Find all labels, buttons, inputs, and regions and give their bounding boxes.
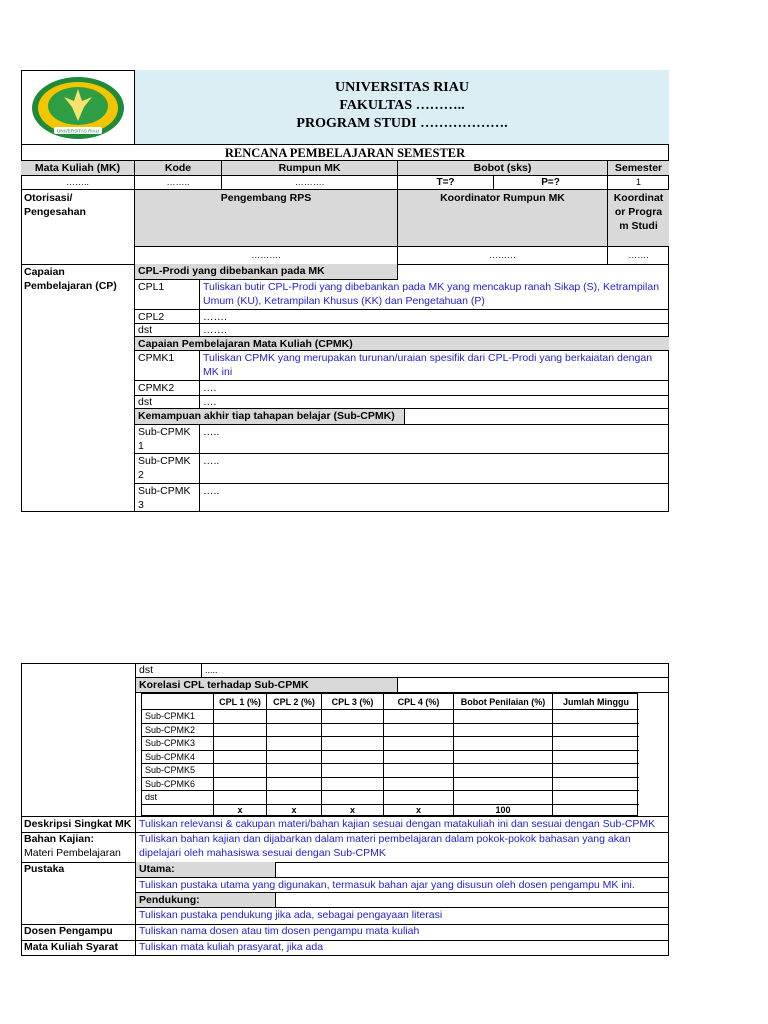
cpl-text: …….: [200, 310, 669, 324]
matrix-row-label: Sub-CPMK5: [142, 764, 214, 778]
sub-cpmk-text: …..: [203, 485, 220, 497]
koordinator-prodi: Koordinator Program Studi: [608, 190, 669, 247]
matrix-cell: [214, 710, 267, 724]
cpmk-code: dst: [135, 396, 200, 409]
sig-koordinator-prodi: …….: [628, 250, 649, 260]
matrix-cell: [454, 724, 553, 738]
cpmk-text: ….: [200, 396, 669, 409]
matrix-cell: [553, 764, 639, 778]
koordinator-rumpun: Koordinator Rumpun MK: [398, 190, 608, 247]
matrix-cell: [384, 751, 454, 765]
deskripsi-text: Tuliskan relevansi & cakupan materi/bahan kajian sesuai dengan matakuliah ini dan sesuai dengan Sub-CPMK: [139, 818, 656, 830]
matrix-cell: [384, 778, 454, 792]
matrix-cell: [454, 791, 553, 805]
matrix-cell: [384, 764, 454, 778]
matrix-cell: [267, 724, 322, 738]
matrix-col-header: CPL 2 (%): [267, 694, 322, 710]
cpmk-header: Capaian Pembelajaran Mata Kuliah (CPMK): [135, 337, 669, 351]
university-header: [135, 70, 669, 145]
matrix-total-cell: 100: [454, 805, 553, 816]
matrix-col-header: CPL 1 (%): [214, 694, 267, 710]
matrix-cell: [553, 791, 639, 805]
korelasi-header-rest: [398, 678, 669, 693]
matrix-cell: [322, 764, 384, 778]
logo-cell: [21, 70, 135, 145]
page2-left-col: [21, 663, 136, 816]
cpl-text: …….: [200, 324, 669, 337]
matrix-corner: [142, 694, 214, 710]
val-rumpun: ……….: [222, 176, 398, 190]
matrix-total-cell: x: [267, 805, 322, 816]
matrix-cell: [384, 710, 454, 724]
utama-label-rest: [276, 862, 669, 878]
dosen-label: Dosen Pengampu: [21, 924, 136, 940]
matrix-cell: [267, 737, 322, 751]
matrix-cell: [454, 710, 553, 724]
logo-banner-text: UNIVERSITAS RIAU: [57, 128, 99, 134]
utama-label: Utama:: [136, 862, 276, 878]
matrix-cell: [454, 778, 553, 792]
matrix-col-header: Jumlah Minggu: [553, 694, 639, 710]
rps-title: RENCANA PEMBELAJARAN SEMESTER: [21, 145, 669, 161]
matrix-cell: [454, 764, 553, 778]
cpl-code: CPL2: [135, 310, 200, 324]
korelasi-header: Korelasi CPL terhadap Sub-CPMK: [136, 678, 398, 693]
matrix-cell: [384, 791, 454, 805]
cpl-code: dst: [135, 324, 200, 337]
cpl-header: CPL-Prodi yang dibebankan pada MK: [135, 264, 398, 280]
matrix-total-cell: x: [214, 805, 267, 816]
matrix-cell: [214, 791, 267, 805]
matrix-cell: [384, 737, 454, 751]
matrix-total-label: [142, 805, 214, 816]
sig-koordinator-rumpun: ………: [398, 247, 608, 264]
pendukung-label-rest: [276, 893, 669, 908]
cpl-code: CPL1: [135, 280, 200, 310]
pengembang-rps: Pengembang RPS: [135, 190, 398, 247]
p2-dst-code: dst: [136, 663, 202, 678]
korelasi-matrix: [141, 693, 638, 816]
utama-text: Tuliskan pustaka utama yang digunakan, termasuk bahan ajar yang disusun oleh dosen pengampu MK ini.: [136, 878, 669, 893]
matrix-cell: [384, 724, 454, 738]
otorisasi-label: Otorisasi/ Pengesahan: [21, 190, 135, 264]
col-mk: Mata Kuliah (MK): [21, 161, 135, 176]
matrix-cell: [553, 724, 639, 738]
sub-cpmk-text: …..: [200, 454, 669, 484]
cp-label: Capaian Pembelajaran (CP): [21, 264, 135, 512]
matrix-row-label: Sub-CPMK1: [142, 710, 214, 724]
matrix-cell: [267, 778, 322, 792]
matrix-cell: [214, 778, 267, 792]
val-kode: ……..: [135, 176, 222, 190]
university-name: UNIVERSITAS RIAU: [335, 80, 469, 95]
sub-cpmk-header-rest: [405, 409, 669, 425]
deskripsi-label: Deskripsi Singkat MK: [21, 816, 136, 833]
matrix-cell: [267, 751, 322, 765]
col-bobot: Bobot (sks): [398, 161, 608, 176]
pendukung-text: Tuliskan pustaka pendukung jika ada, sebagai pengayaan literasi: [139, 909, 443, 921]
col-semester: Semester: [608, 161, 669, 176]
matrix-cell: [454, 751, 553, 765]
matrix-cell: [322, 778, 384, 792]
university-logo: [30, 75, 126, 141]
cpmk-code: CPMK2: [135, 381, 200, 396]
p2-dst-text: .....: [202, 663, 669, 678]
matrix-cell: [214, 724, 267, 738]
pendukung-label: Pendukung:: [136, 893, 276, 908]
program-name: PROGRAM STUDI ……………….: [296, 116, 508, 131]
val-p: P=?: [494, 176, 608, 190]
val-semester: 1: [608, 176, 669, 190]
bahan-label-cell: [21, 832, 136, 862]
sub-cpmk-code: Sub-CPMK1: [135, 425, 200, 454]
matrix-cell: [322, 791, 384, 805]
matrix-cell: [553, 710, 639, 724]
matrix-cell: [322, 737, 384, 751]
sub-cpmk-code: Sub-CPMK2: [135, 454, 200, 484]
matrix-col-header: CPL 3 (%): [322, 694, 384, 710]
dosen-text: Tuliskan nama dosen atau tim dosen pengampu mata kuliah: [139, 925, 420, 937]
sub-cpmk-code: Sub-CPMK3: [135, 484, 200, 512]
sig-pengembang: ……….: [135, 247, 398, 264]
matrix-cell: [322, 751, 384, 765]
cpmk-text: ….: [200, 381, 669, 396]
pustaka-label: Pustaka: [21, 862, 136, 924]
matrix-row-label: Sub-CPMK3: [142, 737, 214, 751]
matrix-cell: [267, 710, 322, 724]
syarat-text: Tuliskan mata kuliah prasyarat, jika ada: [139, 941, 324, 953]
col-rumpun: Rumpun MK: [222, 161, 398, 176]
matrix-cell: [214, 737, 267, 751]
matrix-cell: [214, 764, 267, 778]
bahan-text: Tuliskan bahan kajian dan dijabarkan dalam materi pembelajaran dalam pokok-pokok bahasan yang akan dipelajari oleh mahasiswa sesuai dengan Sub-CPMK: [139, 833, 631, 859]
bahan-sub: Materi Pembelajaran: [24, 847, 121, 859]
matrix-row-label: dst: [142, 791, 214, 805]
matrix-cell: [267, 791, 322, 805]
matrix-cell: [553, 737, 639, 751]
matrix-total-cell: [553, 805, 639, 816]
syarat-label: Mata Kuliah Syarat: [21, 940, 136, 956]
matrix-row-label: Sub-CPMK2: [142, 724, 214, 738]
faculty-name: FAKULTAS ………..: [339, 98, 465, 113]
matrix-cell: [553, 751, 639, 765]
cpmk-text: Tuliskan CPMK yang merupakan turunan/uraian spesifik dari CPL-Prodi yang berkaiatan dengan MK ini: [200, 351, 669, 381]
bahan-label: Bahan Kajian:: [24, 833, 95, 845]
matrix-cell: [454, 737, 553, 751]
matrix-cell: [322, 710, 384, 724]
val-t: T=?: [398, 176, 494, 190]
matrix-cell: [214, 751, 267, 765]
matrix-row-label: Sub-CPMK4: [142, 751, 214, 765]
matrix-cell: [322, 724, 384, 738]
matrix-col-header: CPL 4 (%): [384, 694, 454, 710]
matrix-cell: [553, 778, 639, 792]
matrix-total-cell: x: [322, 805, 384, 816]
matrix-col-header: Bobot Penilaian (%): [454, 694, 553, 710]
col-kode: Kode: [135, 161, 222, 176]
matrix-cell: [267, 764, 322, 778]
sub-cpmk-header: Kemampuan akhir tiap tahapan belajar (Sub-CPMK): [135, 409, 405, 425]
sub-cpmk-text: …..: [200, 425, 669, 454]
matrix-row-label: Sub-CPMK6: [142, 778, 214, 792]
cpl-text: Tuliskan butir CPL-Prodi yang dibebankan pada MK yang mencakup ranah Sikap (S), Ketrampilan Umum (KU), Ketrampilan Khusus (KK) dan Pengetahuan (P): [200, 280, 669, 310]
cpmk-code: CPMK1: [135, 351, 200, 381]
matrix-total-cell: x: [384, 805, 454, 816]
val-mk: ……..: [21, 176, 135, 190]
